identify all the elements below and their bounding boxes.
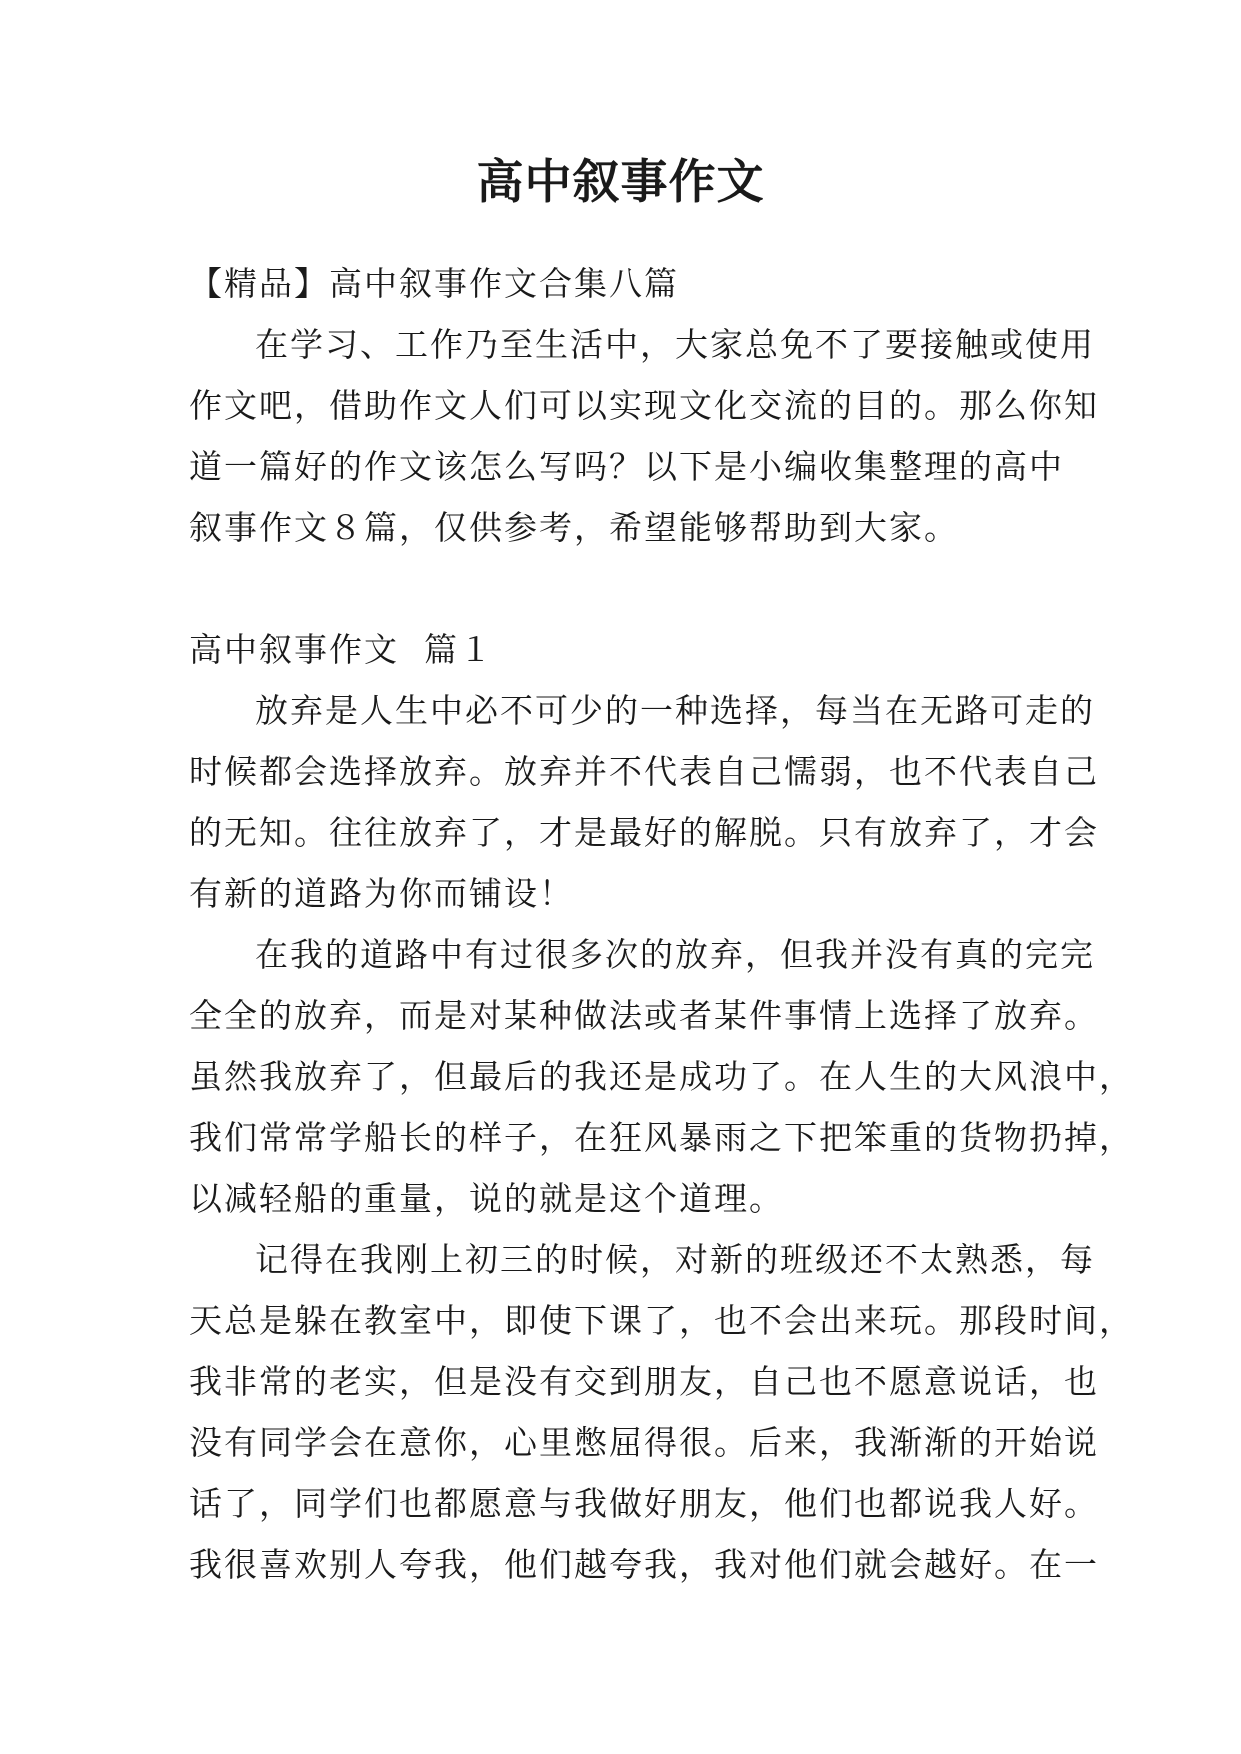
document-body: [189, 253, 1134, 1595]
paragraph-line: 的无知。往往放弃了，才是最好的解脱。只有放弃了，才会: [189, 813, 1099, 852]
paragraph-line: 时候都会选择放弃。放弃并不代表自己懦弱，也不代表自己: [189, 752, 1099, 791]
paragraph-line: 以减轻船的重量，说的就是这个道理。: [189, 1179, 784, 1218]
intro-line: 道一篇好的作文该怎么写吗？以下是小编收集整理的高中: [189, 447, 1064, 486]
paragraph-line: 我非常的老实，但是没有交到朋友，自己也不愿意说话，也: [189, 1362, 1099, 1401]
paragraph-line: 天总是躲在教室中，即使下课了，也不会出来玩。那段时间，: [189, 1301, 1134, 1340]
paragraph-1: [189, 680, 1099, 924]
paragraph-2: [189, 924, 1134, 1229]
paragraph-3: [189, 1229, 1134, 1595]
paragraph-line: 记得在我刚上初三的时候，对新的班级还不太熟悉，每: [255, 1240, 1095, 1279]
document-title: 高中叙事作文: [476, 155, 765, 210]
paragraph-line: 话了，同学们也都愿意与我做好朋友，他们也都说我人好。: [189, 1484, 1099, 1523]
paragraph-line: 我们常常学船长的样子，在狂风暴雨之下把笨重的货物扔掉，: [189, 1118, 1134, 1157]
paragraph-line: 有新的道路为你而铺设！: [189, 874, 574, 913]
intro-paragraph: [189, 314, 1099, 558]
paragraph-line: 在我的道路中有过很多次的放弃，但我并没有真的完完: [255, 935, 1095, 974]
paragraph-line: 全全的放弃，而是对某种做法或者某件事情上选择了放弃。: [189, 996, 1099, 1035]
blank-line: [189, 558, 1069, 619]
intro-line: 在学习、工作乃至生活中，大家总免不了要接触或使用: [255, 325, 1095, 364]
paragraph-line: 放弃是人生中必不可少的一种选择，每当在无路可走的: [255, 691, 1095, 730]
intro-line: 叙事作文８篇，仅供参考，希望能够帮助到大家。: [189, 508, 959, 547]
section-heading: 高中叙事作文 篇１: [189, 630, 494, 669]
document-subtitle: 【精品】高中叙事作文合集八篇: [189, 264, 679, 303]
paragraph-line: 我很喜欢别人夸我，他们越夸我，我对他们就会越好。在一: [189, 1545, 1099, 1584]
paragraph-line: 虽然我放弃了，但最后的我还是成功了。在人生的大风浪中，: [189, 1057, 1134, 1096]
intro-line: 作文吧，借助作文人们可以实现文化交流的目的。那么你知: [189, 386, 1099, 425]
paragraph-line: 没有同学会在意你，心里憋屈得很。后来，我渐渐的开始说: [189, 1423, 1099, 1462]
